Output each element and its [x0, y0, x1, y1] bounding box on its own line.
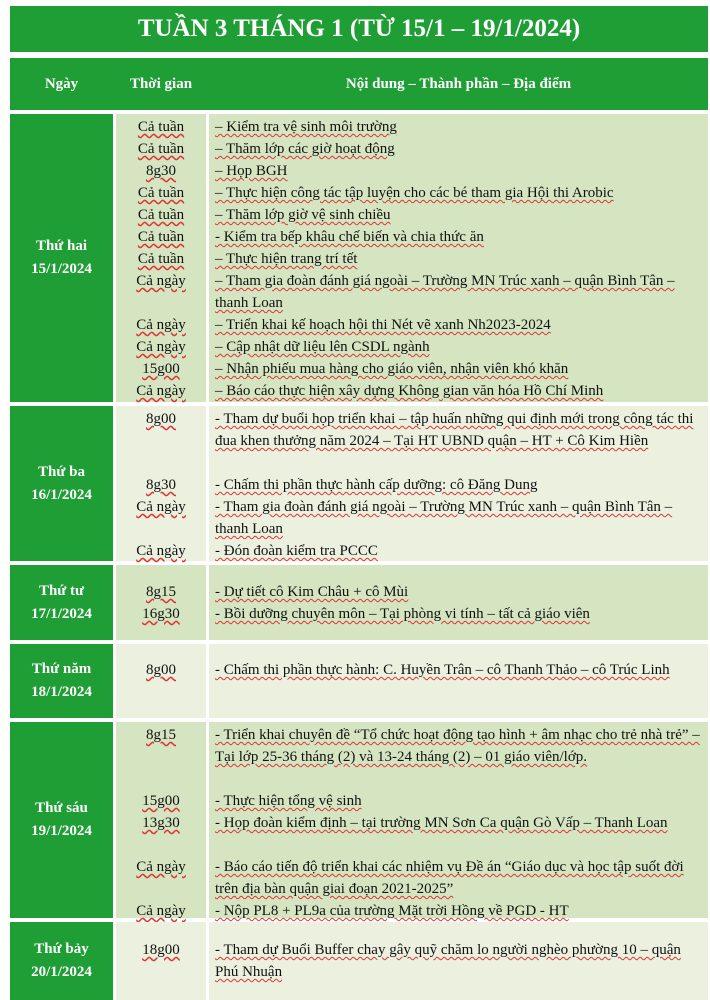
entry-time-text: 15g00: [142, 793, 180, 809]
entry-time-text: Cả tuần: [137, 119, 185, 135]
entry-time-text: 18g00: [142, 942, 180, 958]
entry-time-text: Cả ngày: [136, 903, 186, 919]
entry-time: [116, 248, 206, 270]
entry-time: [116, 540, 206, 562]
entry-time: [116, 160, 206, 182]
time-column: [116, 922, 206, 1000]
day-name: Thứ năm: [31, 661, 92, 677]
entry-content: - Thực hiện tổng vệ sinh: [215, 793, 362, 809]
entry-time-text: Cả ngày: [136, 273, 186, 289]
entry-content: – Kiểm tra vệ sinh môi trường: [215, 119, 397, 135]
entry-time: [116, 856, 206, 878]
entry-time-text: 8g00: [146, 411, 176, 427]
entry-content: - Tham gia đoàn đánh giá ngoài – Trường MN Trúc xanh – quận Bình Tân – thanh Loan: [215, 499, 673, 537]
day-name: Thứ ba: [38, 463, 85, 480]
entry-content: - Báo cáo tiến độ triển khai các nhiệm vụ Đề án “Giáo dục và học tập suốt đời trên địa bàn quận giai đoạn 2021-2025”: [215, 859, 684, 897]
entry-time-text: 13g30: [142, 815, 180, 831]
day-name: Thứ tư: [38, 582, 85, 599]
entry-content: - Dự tiết cô Kim Châu + cô Mùi: [215, 584, 409, 600]
entry-content: - Tham dự buổi họp triển khai – tập huấn những qui định mới trong công tác thi đua khen thưởng năm 2024 – Tại HT UBND quận – HT + Cô Kim Hiền: [215, 411, 694, 449]
entry-content: – Thực hiện trang trí tết: [215, 251, 358, 267]
entry-time: [116, 603, 206, 625]
entry-content: - Nộp PL8 + PL9a của trường Mặt trời Hồng về PGD - HT: [215, 903, 569, 919]
entry-time: [116, 790, 206, 812]
entry-content: – Cập nhật dữ liệu lên CSDL ngành: [215, 339, 430, 355]
entry-time: [116, 900, 206, 922]
day-date: 16/1/2024: [31, 486, 92, 503]
entry-time: [116, 270, 206, 292]
day-name: Thứ bảy: [34, 941, 89, 957]
entry-time: [116, 182, 206, 204]
entry-content: – Nhận phiếu mua hàng cho giáo viên, nhận viên khó khăn: [215, 361, 569, 377]
entry-time: [116, 116, 206, 138]
entry-time: [116, 226, 206, 248]
entry-content: - Chấm thi phần thực hành: C. Huyền Trân – cô Thanh Thảo – cô Trúc Linh: [215, 662, 670, 678]
entry-time-text: Cả ngày: [136, 317, 186, 333]
day-date: 19/1/2024: [31, 823, 92, 839]
entry-content: – Họp BGH: [215, 163, 288, 179]
day-cell: [10, 114, 113, 402]
entry-time-text: Cả ngày: [136, 859, 186, 875]
entry-time-text: Cả tuần: [137, 185, 185, 201]
entry-content: – Thăm lớp giờ vệ sinh chiều: [215, 207, 391, 223]
entry-time-text: Cả ngày: [136, 499, 186, 515]
entry-content: - Triển khai chuyên đề “Tổ chức hoạt động tạo hình + âm nhạc cho trẻ nhà trẻ” – Tại lớp 25-36 tháng (2) và 13-24 tháng (2) – 01 giáo viên/lớp.: [215, 727, 700, 765]
entry-content: – Thực hiện công tác tập luyện cho các bé tham gia Hội thi Arobic: [215, 185, 614, 201]
day-date: 18/1/2024: [31, 684, 92, 700]
table-header: [10, 58, 708, 110]
day-cell: [10, 406, 113, 561]
entry-content: - Chấm thi phần thực hành cấp dưỡng: cô Đăng Dung: [215, 477, 538, 493]
entry-time-text: Cả ngày: [136, 383, 186, 399]
day-date: 20/1/2024: [31, 964, 92, 980]
entry-content: – Triển khai kế hoạch hội thi Nét vẽ xanh Nh2023-2024: [215, 317, 551, 333]
entry-time-text: Cả ngày: [136, 339, 186, 355]
day-name: Thứ sáu: [35, 800, 88, 816]
time-column: [116, 644, 206, 718]
day-name: Thứ hai: [35, 238, 88, 254]
entry-time-text: Cả tuần: [137, 229, 185, 245]
entry-time-text: 8g00: [146, 662, 176, 678]
entry-time-text: Cả tuần: [137, 207, 185, 223]
entry-time: [116, 380, 206, 402]
entry-time: [116, 138, 206, 160]
entry-time: [116, 724, 206, 746]
entry-time-text: 16g30: [142, 606, 180, 622]
day-cell: [10, 644, 113, 718]
schedule-title: TUẦN 3 THÁNG 1 (TỪ 15/1 – 19/1/2024): [10, 6, 708, 52]
day-cell: [10, 922, 113, 1000]
day-date: 15/1/2024: [31, 261, 92, 277]
entry-time-text: Cả tuần: [137, 141, 185, 157]
entry-time: [116, 496, 206, 518]
entry-time-text: Cả ngày: [136, 543, 186, 559]
entry-time: [116, 358, 206, 380]
day-date: 17/1/2024: [31, 605, 92, 622]
header-day: Ngày: [44, 76, 79, 92]
entry-time: [116, 314, 206, 336]
entry-time-text: 8g15: [146, 727, 176, 743]
entry-content: – Thăm lớp các giờ hoạt động: [215, 141, 395, 157]
entry-time-text: 8g30: [146, 163, 176, 179]
entry-content: - Đón đoàn kiểm tra PCCC: [215, 543, 378, 559]
entry-content: – Báo cáo thực hiện xây dựng Không gian văn hóa Hồ Chí Minh: [215, 383, 604, 399]
entry-content: - Họp đoàn kiểm định – tại trường MN Sơn Ca quận Gò Vấp – Thanh Loan: [215, 815, 668, 831]
entry-time: [116, 204, 206, 226]
entry-time-text: Cả tuần: [137, 251, 185, 267]
entry-time: [116, 336, 206, 358]
entry-time-text: 15g00: [142, 361, 180, 377]
day-cell: [10, 565, 113, 640]
entry-content: - Bồi dưỡng chuyên môn – Tại phòng vi tính – tất cả giáo viên: [215, 606, 590, 622]
entry-time: [116, 581, 206, 603]
day-cell: [10, 722, 113, 918]
header-time: Thời gian: [129, 76, 193, 92]
entry-time: [116, 939, 206, 961]
header-content: Nội dung – Thành phần – Địa điểm: [345, 76, 572, 92]
entry-time: [116, 474, 206, 496]
schedule-sheet: [10, 6, 708, 1000]
entry-content: – Tham gia đoàn đánh giá ngoài – Trường MN Trúc xanh – quận Bình Tân – thanh Loan: [215, 273, 675, 311]
entry-time: [116, 408, 206, 430]
entry-time: [116, 812, 206, 834]
entry-time-text: 8g15: [146, 584, 176, 600]
entry-content: - Tham dự Buổi Buffer chay gây quỹ chăm lo người nghèo phường 10 – quận Phú Nhuận: [215, 942, 681, 980]
content-column: [209, 644, 708, 718]
entry-time-text: 8g30: [146, 477, 176, 493]
entry-content: - Kiểm tra bếp khâu chế biến và chia thức ăn: [215, 229, 484, 245]
entry-time: [116, 659, 206, 681]
